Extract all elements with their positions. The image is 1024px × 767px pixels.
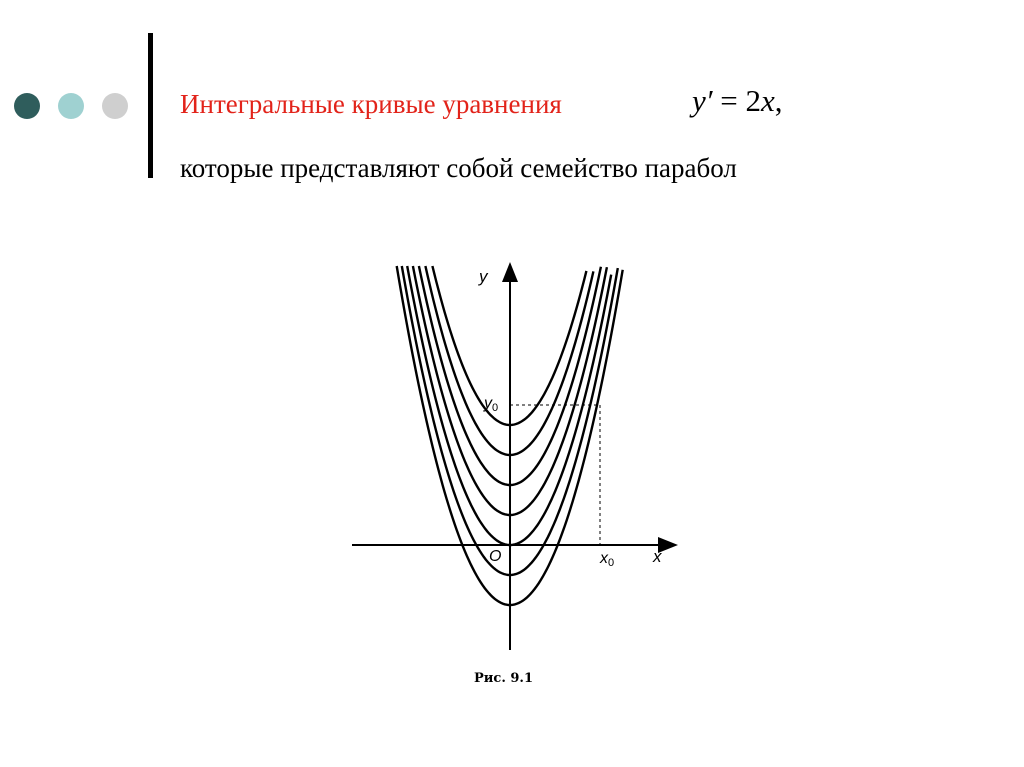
slide-title: Интегральные кривые уравнения bbox=[180, 89, 562, 119]
y0-label bbox=[483, 395, 498, 414]
origin-label: O bbox=[489, 548, 502, 565]
x0-label-sub: 0 bbox=[608, 557, 615, 569]
y0-label-sub: 0 bbox=[492, 402, 499, 414]
figure-caption: Рис. 9.1 bbox=[474, 671, 534, 686]
equation-lhs: y′ bbox=[692, 83, 713, 118]
x0-label-main: x bbox=[600, 550, 608, 567]
equation-eq: = 2 bbox=[712, 83, 762, 118]
equation-var: x bbox=[761, 83, 775, 118]
equation-tail: , bbox=[774, 83, 783, 118]
slide-subtitle: которые представляют собой семейство парабол bbox=[180, 153, 737, 183]
y-axis-label: y bbox=[479, 267, 488, 286]
y0-label-main: y bbox=[484, 395, 492, 412]
x-axis-label: x bbox=[653, 547, 662, 566]
x0-label bbox=[599, 550, 614, 569]
